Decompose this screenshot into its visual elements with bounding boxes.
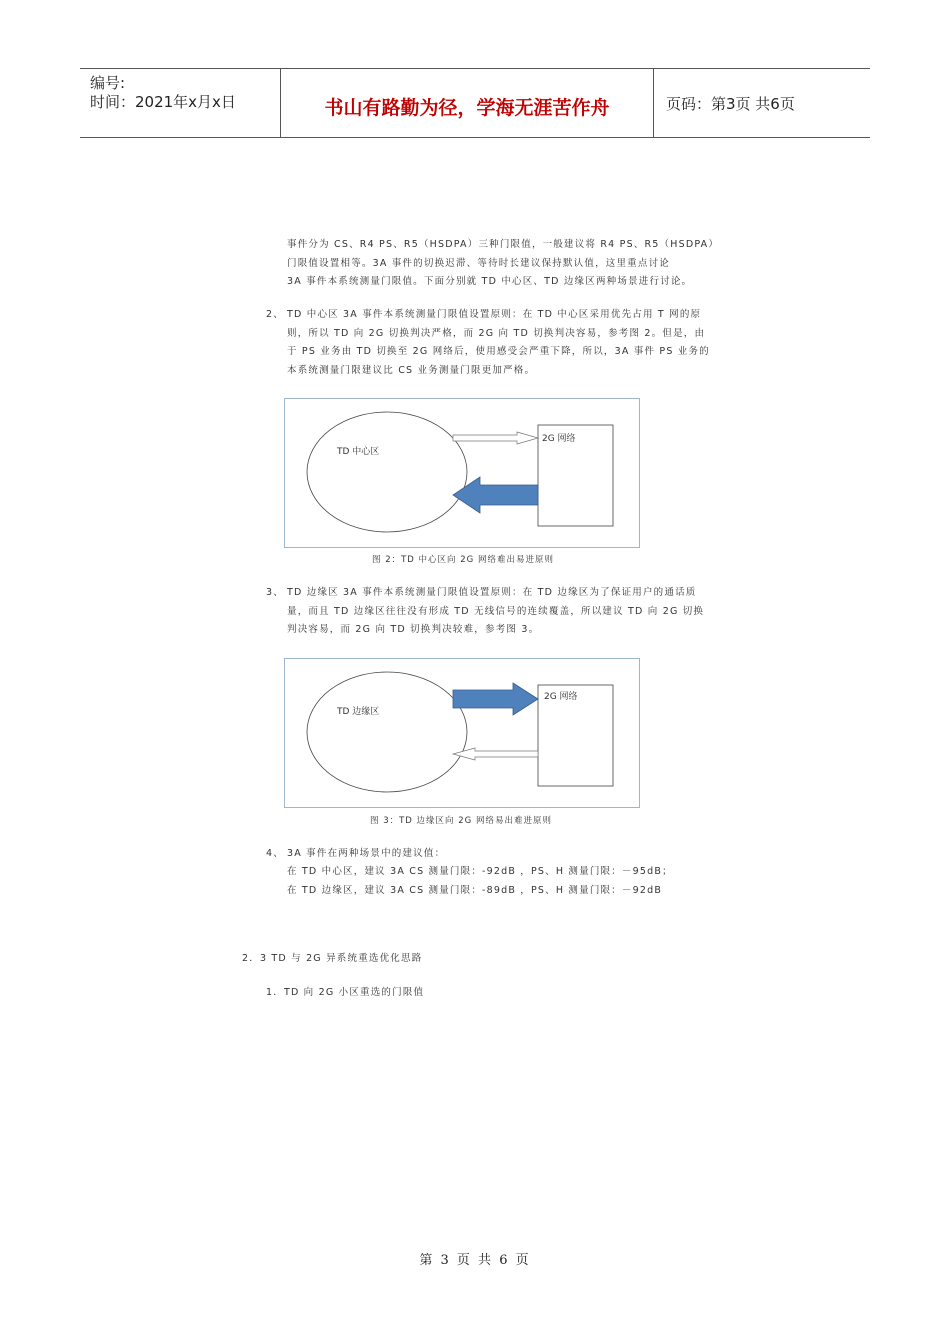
item2-line: TD 中心区 3A 事件本系统测量门限值设置原则：在 TD 中心区采用优先占用 T 网的原 (287, 309, 702, 320)
header-middle-cell (281, 69, 654, 137)
serial-label: 编号: (90, 74, 126, 92)
item4-values (287, 863, 673, 900)
section-2-3-heading: 2．3 TD 与 2G 异系统重选优化思路 (242, 953, 423, 964)
motto-text: 书山有路勤为径，学海无涯苦作舟 (324, 97, 610, 119)
intro-line: 门限值设置相等。3A 事件的切换迟滞、等待时长建议保持默认值，这里重点讨论 (287, 257, 670, 269)
item2-number: 2、 (266, 309, 284, 320)
item4-line: 在 TD 中心区，建议 3A CS 测量门限：-92dB ，PS、H 测量门限：－95dB； (287, 866, 673, 877)
intro-line: 事件分为 CS、R4 PS、R5（HSDPA）三种门限值，一般建议将 R4 PS、R5（HSDPA） (287, 239, 720, 250)
item2-paragraph (287, 306, 710, 380)
intro-line: 3A 事件本系统测量门限值。下面分别就 TD 中心区、TD 边缘区两种场景进行讨论。 (287, 276, 693, 288)
td-center-label: TD 中心区 (337, 447, 380, 457)
item3-line: TD 边缘区 3A 事件本系统测量门限值设置原则：在 TD 边缘区为了保证用户的通话质 (287, 587, 697, 598)
figure-2 (284, 398, 640, 548)
item3-paragraph (287, 584, 704, 640)
page-footer: 第 3 页 共 6 页 (419, 1253, 531, 1268)
figure-3-diagram (285, 659, 639, 807)
thick-arrow-right (453, 683, 538, 715)
item4-line: 在 TD 边缘区，建议 3A CS 测量门限：-89dB ，PS、H 测量门限：－92dB (287, 884, 663, 896)
page-info: 页码：第3页 共6页 (666, 95, 795, 113)
figure-2-caption: 图 2：TD 中心区向 2G 网络难出易进原则 (372, 555, 554, 565)
subitem-1-heading: 1．TD 向 2G 小区重选的门限值 (266, 987, 425, 998)
item3-line: 判决容易，而 2G 向 TD 切换判决较难，参考图 3。 (287, 624, 540, 636)
item4-number: 4、 (266, 848, 284, 859)
date-label: 时间：2021年x月x日 (90, 93, 236, 111)
td-center-ellipse (307, 412, 467, 532)
item2-line: 则，所以 TD 向 2G 切换判决严格，而 2G 向 TD 切换判决容易，参考图 2。但是，由 (287, 327, 706, 339)
item3-line: 量，而且 TD 边缘区往往没有形成 TD 无线信号的连续覆盖，所以建议 TD 向 2G 切换 (287, 605, 705, 617)
item2-line: 本系统测量门限建议比 CS 业务测量门限更加严格。 (287, 364, 536, 376)
header-left-cell (80, 69, 281, 137)
intro-paragraph (287, 236, 719, 292)
item4-title: 3A 事件在两种场景中的建议值： (287, 848, 446, 859)
item2-line: 于 PS 业务由 TD 切换至 2G 网络后，使用感受会严重下降，所以，3A 事件 PS 业务的 (287, 346, 710, 358)
thin-arrow-right (453, 432, 538, 444)
thin-arrow-left (453, 748, 538, 760)
item3-number: 3、 (266, 587, 284, 598)
figure-3-caption: 图 3：TD 边缘区向 2G 网络易出难进原则 (370, 816, 552, 826)
2g-network-label: 2G 网络 (542, 434, 576, 444)
header-right-cell (654, 69, 870, 137)
figure-2-diagram (285, 399, 639, 547)
td-edge-label: TD 边缘区 (337, 707, 380, 717)
2g-network-label: 2G 网络 (544, 692, 578, 702)
figure-3 (284, 658, 640, 808)
td-edge-ellipse (307, 672, 467, 792)
page-header (80, 68, 870, 138)
